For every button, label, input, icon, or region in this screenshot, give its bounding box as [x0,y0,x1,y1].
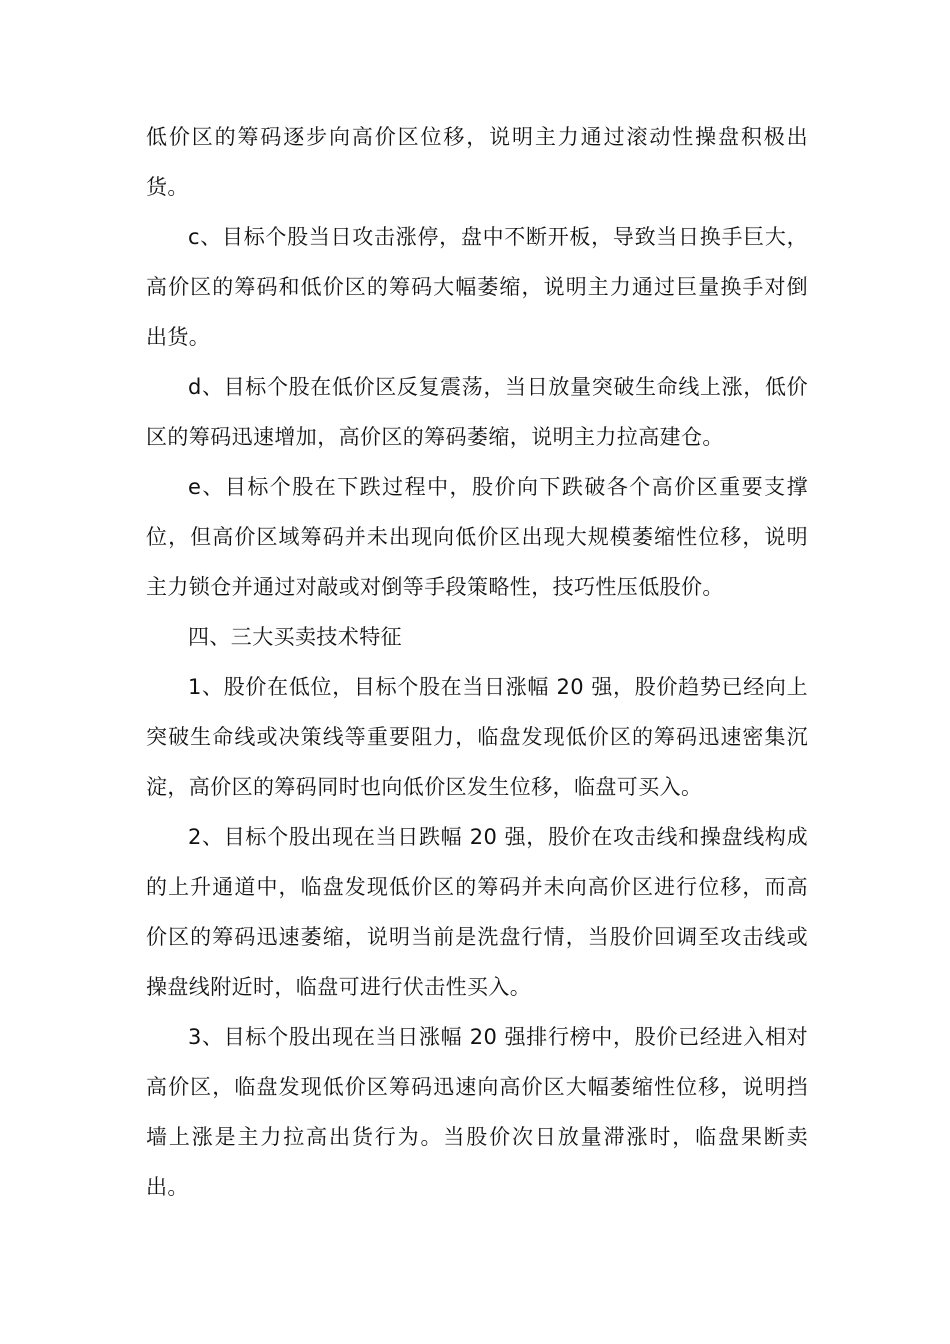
paragraph-item-2: 2、目标个股出现在当日跌幅 20 强，股价在攻击线和操盘线构成的上升通道中，临盘发现低价区的筹码并未向高价区进行位移，而高价区的筹码迅速萎缩，说明当前是洗盘行情，当股价回调至攻击线或操盘线附近时，临盘可进行伏击性买入。 [146,825,808,999]
document-body [146,112,808,1212]
paragraph-item-c: c、目标个股当日攻击涨停，盘中不断开板，导致当日换手巨大，高价区的筹码和低价区的筹码大幅萎缩，说明主力通过巨量换手对倒出货。 [146,225,808,349]
paragraph-item-3: 3、目标个股出现在当日涨幅 20 强排行榜中，股价已经进入相对高价区，临盘发现低价区筹码迅速向高价区大幅萎缩性位移，说明挡墙上涨是主力拉高出货行为。当股价次日放量滞涨时，临盘果断卖出。 [146,1025,808,1199]
paragraph-item-1: 1、股价在低位，目标个股在当日涨幅 20 强，股价趋势已经向上突破生命线或决策线等重要阻力，临盘发现低价区的筹码迅速密集沉淀，高价区的筹码同时也向低价区发生位移，临盘可买入。 [146,675,808,799]
paragraph-item-d: d、目标个股在低价区反复震荡，当日放量突破生命线上涨，低价区的筹码迅速增加，高价区的筹码萎缩，说明主力拉高建仓。 [146,375,808,449]
section-heading: 四、三大买卖技术特征 [188,625,402,649]
paragraph-continuation: 低价区的筹码逐步向高价区位移，说明主力通过滚动性操盘积极出货。 [146,125,808,199]
paragraph-item-e: e、目标个股在下跌过程中，股价向下跌破各个高价区重要支撑位，但高价区域筹码并未出现向低价区出现大规模萎缩性位移，说明主力锁仓并通过对敲或对倒等手段策略性，技巧性压低股价。 [146,475,808,599]
